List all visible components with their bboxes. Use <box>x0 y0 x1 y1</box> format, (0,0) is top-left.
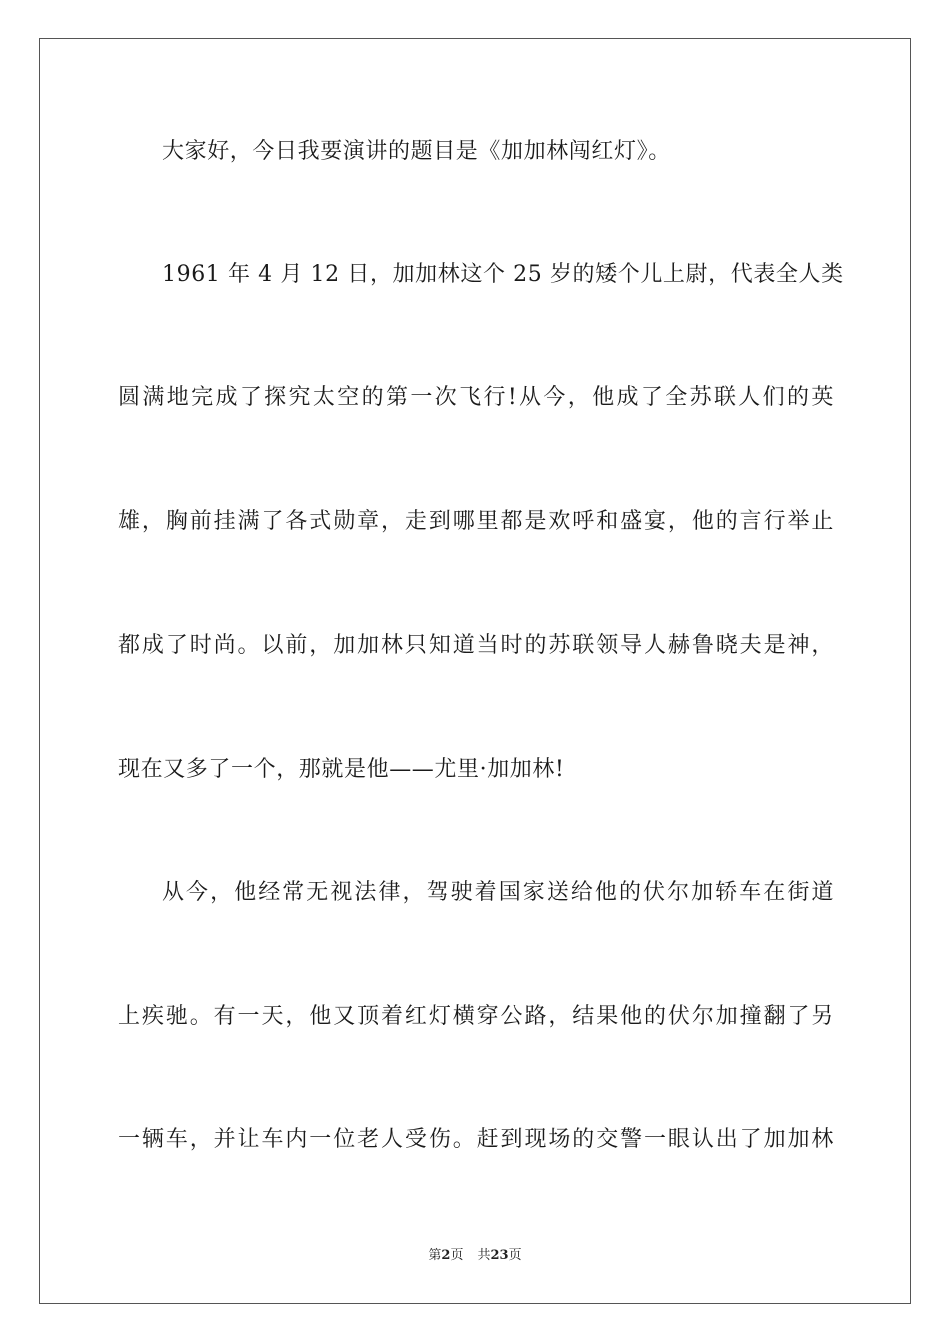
page-border <box>39 38 911 1304</box>
text-line: 从今，他经常无视法律，驾驶着国家送给他的伏尔加轿车在街道 <box>162 880 834 905</box>
footer-total-prefix: 共 <box>477 1248 491 1263</box>
footer-total-unit: 页 <box>508 1248 522 1263</box>
text-line: 都成了时尚。以前，加加林只知道当时的苏联领导人赫鲁晓夫是神， <box>118 633 834 658</box>
text-line: 现在又多了一个，那就是他——尤里·加加林! <box>118 757 565 782</box>
text-line: 圆满地完成了探究太空的第一次飞行!从今，他成了全苏联人们的英 <box>118 385 834 410</box>
footer-page-unit: 页 <box>450 1248 464 1263</box>
text-line: 一辆车，并让车内一位老人受伤。赶到现场的交警一眼认出了加加林 <box>118 1127 834 1152</box>
current-page-number: 2 <box>441 1248 451 1263</box>
total-page-count: 23 <box>490 1248 509 1263</box>
text-line: 上疾驰。有一天，他又顶着红灯横穿公路，结果他的伏尔加撞翻了另 <box>118 1004 834 1029</box>
footer-prefix: 第 <box>428 1248 442 1263</box>
text-line: 雄，胸前挂满了各式勋章，走到哪里都是欢呼和盛宴，他的言行举止 <box>118 509 834 534</box>
text-line: 1961 年 4 月 12 日，加加林这个 25 岁的矮个儿上尉，代表全人类 <box>162 262 844 287</box>
text-line: 大家好，今日我要演讲的题目是《加加林闯红灯》。 <box>162 139 671 164</box>
page-footer <box>0 1247 950 1265</box>
